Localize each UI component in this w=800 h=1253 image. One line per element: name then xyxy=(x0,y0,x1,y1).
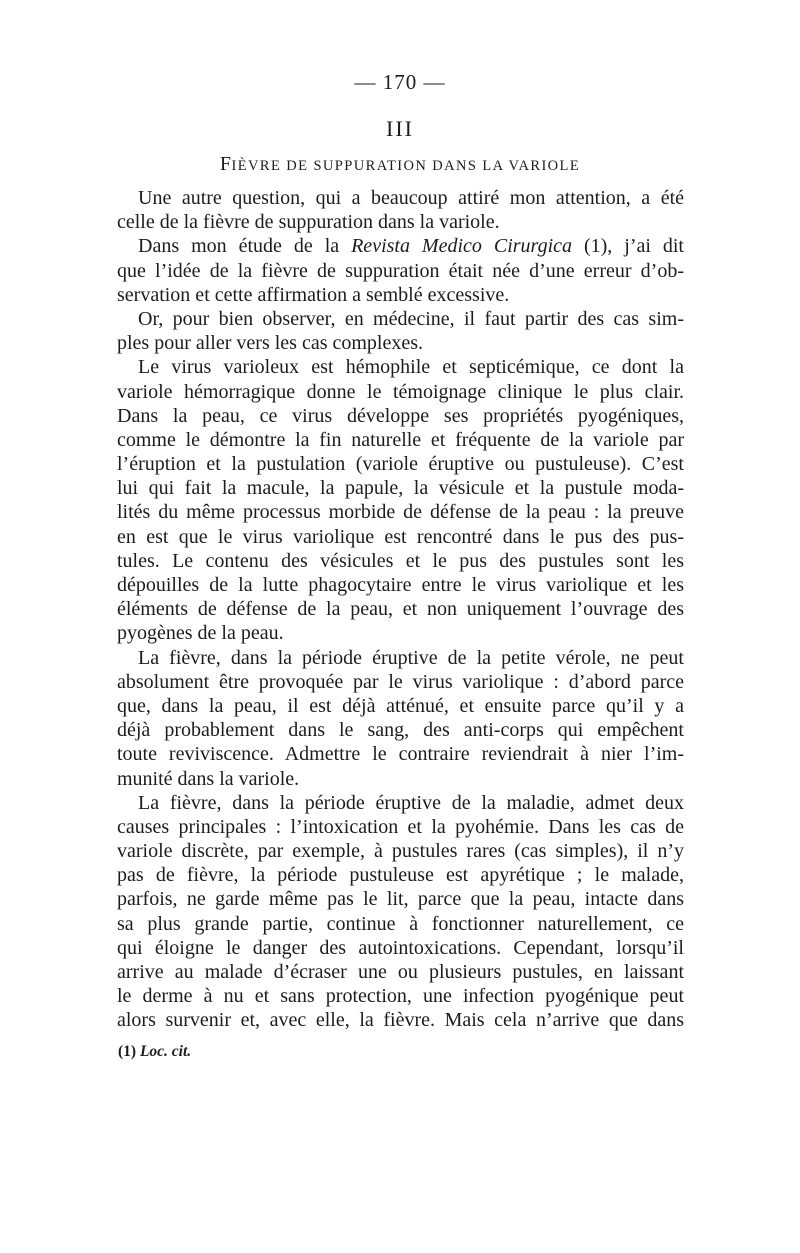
text-line: lui qui fait la macule, la papule, la vésicule et la pustule moda- xyxy=(117,477,684,500)
text-line: comme le démontre la fin naturelle et fréquente de la variole par xyxy=(117,428,684,451)
text-line: en est que le virus variolique est rencontré dans le pus des pus- xyxy=(117,525,684,548)
section-title xyxy=(0,153,800,176)
text-line: tules. Le contenu des vésicules et le pus des pustules sont les xyxy=(117,549,684,572)
text-line: causes principales : l’intoxication et la pyohémie. Dans les cas de xyxy=(117,815,684,838)
text-line: absolument être provoquée par le virus variolique : d’abord parce xyxy=(117,670,684,693)
text-line: Une autre question, qui a beaucoup attiré mon attention, a été xyxy=(138,187,684,209)
text-line: La fièvre, dans la période éruptive de la maladie, admet deux xyxy=(138,791,684,814)
text-line: ples pour aller vers les cas complexes. xyxy=(117,332,424,355)
text-line: Or, pour bien observer, en médecine, il faut partir des cas sim- xyxy=(138,307,684,330)
text-line: Dans la peau, ce virus développe ses propriétés pyogéniques, xyxy=(117,404,684,427)
page-number: — 170 — xyxy=(354,70,446,94)
text-line: que l’idée de la fièvre de suppuration était née d’une erreur d’ob- xyxy=(117,259,684,282)
text-line: sa plus grande partie, continue à fonctionner naturellement, ce xyxy=(117,912,684,935)
text-line: pyogènes de la peau. xyxy=(117,622,284,645)
footnote-marker: (1) xyxy=(118,1043,137,1060)
footnote-text: Loc. cit. xyxy=(139,1043,192,1060)
body-text xyxy=(117,186,684,1033)
footnote xyxy=(118,1043,191,1061)
text-line: toute reviviscence. Admettre le contraire reviendrait à nier l’im- xyxy=(117,743,684,766)
section-number: III xyxy=(386,116,414,141)
text-line: variole hémorragique donne le témoignage clinique le plus clair. xyxy=(117,380,684,403)
text-line: munité dans la variole. xyxy=(117,767,300,790)
text-line: le derme à nu et sans protection, une infection pyogénique peut xyxy=(117,985,684,1008)
text-line: alors survenir et, avec elle, la fièvre. Mais cela n’arrive que dans xyxy=(117,1009,684,1032)
text-line: celle de la fièvre de suppuration dans la variole. xyxy=(117,211,500,234)
section-title-text: FIÈVRE DE SUPPURATION DANS LA VARIOLE xyxy=(219,153,581,175)
text-line: dépouilles de la lutte phagocytaire entre le virus variolique et les xyxy=(117,574,684,596)
text-line: lités du même processus morbide de défense de la peau : la preuve xyxy=(117,501,684,524)
text-line: Dans mon étude de la Revista Medico Cirurgica (1), j’ai dit xyxy=(138,235,684,258)
text-line: arrive au malade d’écraser une ou plusieurs pustules, en laissant xyxy=(117,961,684,983)
text-line: servation et cette affirmation a semblé excessive. xyxy=(117,283,510,306)
text-line: déjà probablement dans le sang, des anti-corps qui empêchent xyxy=(117,719,684,742)
text-line: pas de fièvre, la période pustuleuse est apyrétique ; le malade, xyxy=(117,864,684,887)
text-line: Le virus varioleux est hémophile et septicémique, ce dont la xyxy=(138,356,684,379)
text-line: que, dans la peau, il est déjà atténué, et ensuite parce qu’il y a xyxy=(117,694,684,717)
text-line: parfois, ne garde même pas le lit, parce que la peau, intacte dans xyxy=(117,888,684,911)
text-line: La fièvre, dans la période éruptive de la petite vérole, ne peut xyxy=(138,646,684,669)
text-line: l’éruption et la pustulation (variole éruptive ou pustuleuse). C’est xyxy=(117,453,684,476)
text-line: éléments de défense de la peau, et non uniquement l’ouvrage des xyxy=(117,598,684,621)
text-line: variole discrète, par exemple, à pustules rares (cas simples), il n’y xyxy=(117,840,684,863)
text-line: qui éloigne le danger des autointoxications. Cependant, lorsqu’il xyxy=(117,936,684,959)
